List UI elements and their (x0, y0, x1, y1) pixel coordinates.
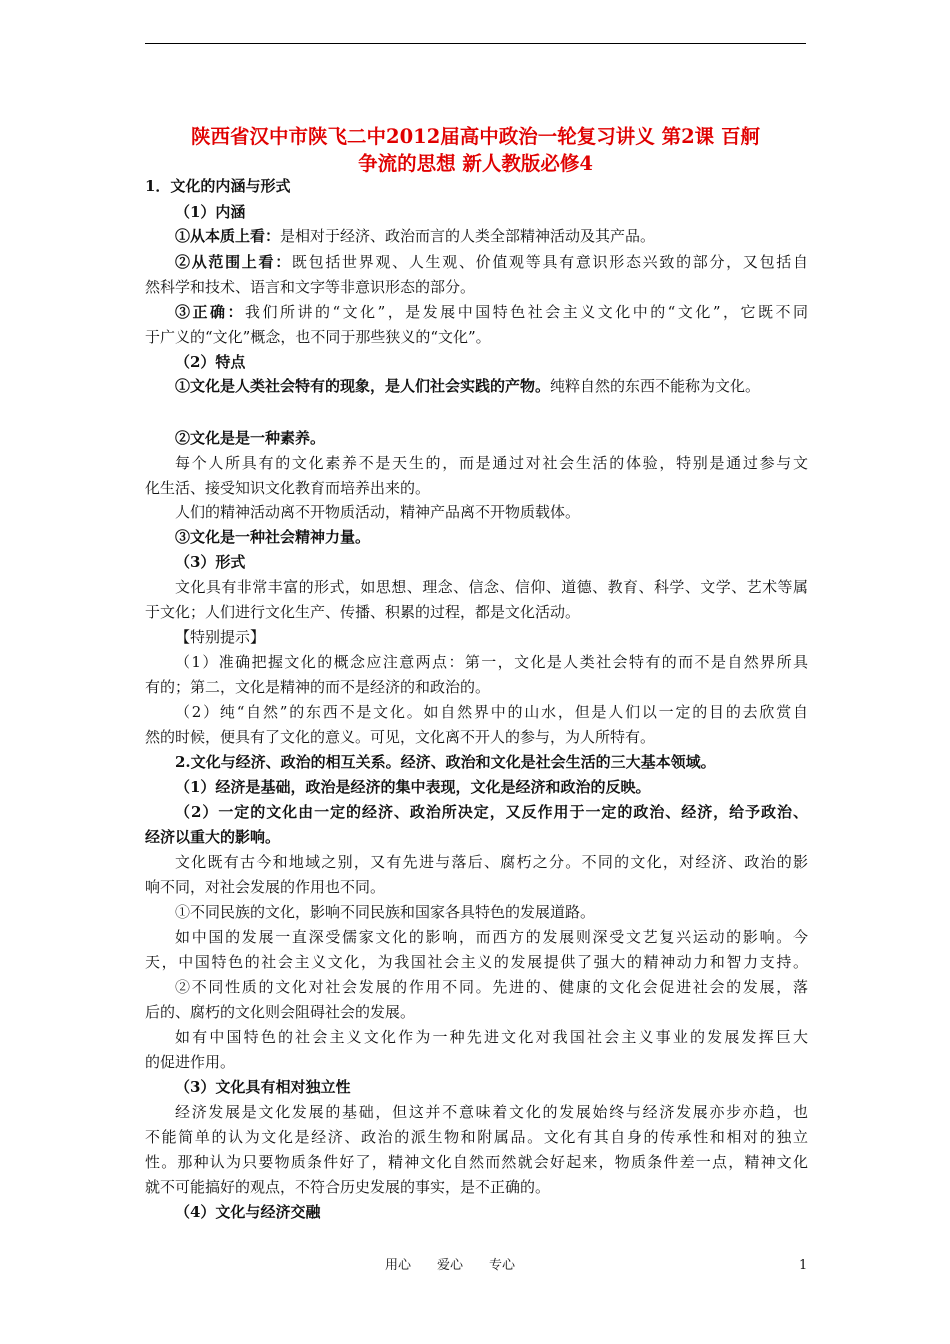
text-line: （1）经济是基础，政治是经济的集中表现，文化是经济和政治的反映。 (175, 778, 651, 796)
text-line: 性。那种认为只要物质条件好了，精神文化自然而然就会好起来，物质条件差一点，精神文化 (145, 1153, 808, 1171)
text-line: （2）一定的文化由一定的经济、政治所决定，又反作用于一定的政治、经济，给予政治、 (175, 803, 808, 821)
lead-phrase: ③正确： (175, 303, 245, 321)
text-line: 然的时候，便具有了文化的意义。可见，文化离不开人的参与，为人所特有。 (145, 728, 656, 746)
lead-phrase: ②从范围上看： (175, 253, 292, 271)
text-line (145, 302, 808, 322)
page-number: 1 (799, 1258, 808, 1273)
footer-motto-word: 专心 (489, 1258, 516, 1273)
text-line: 后的、腐朽的文化则会阻碍社会的发展。 (145, 1003, 416, 1021)
footer-motto-word: 爱心 (437, 1258, 464, 1273)
text-line: 经济以重大的影响。 (145, 828, 281, 846)
text-line: （4）文化与经济交融 (175, 1203, 321, 1221)
text-line: （2）纯“自然”的东西不是文化。如自然界中的山水，但是人们以一定的目的去欣赏自 (175, 703, 808, 721)
text-line: 的促进作用。 (145, 1053, 236, 1071)
text-line: 人们的精神活动离不开物质活动，精神产品离不开物质载体。 (175, 503, 581, 521)
text-line: 天，中国特色的社会主义文化，为我国社会主义的发展提供了强大的精神动力和智力支持。 (145, 953, 808, 971)
header-rule (145, 43, 806, 44)
text-line: （3）文化具有相对独立性 (175, 1078, 351, 1096)
title-line-1: 陕西省汉中市陕飞二中2012届高中政治一轮复习讲义 第2课 百舸 (191, 125, 760, 148)
text-line (145, 376, 808, 396)
text-line: ②文化是是一种素养。 (175, 429, 326, 447)
text-line (145, 226, 808, 246)
text-line (145, 252, 808, 272)
line-text: 我们所讲的“文化”，是发展中国特色社会主义文化中的“文化”，它既不同 (244, 303, 808, 321)
line-text: 纯粹自然的东西不能称为文化。 (550, 377, 761, 395)
text-line: ③文化是一种社会精神力量。 (175, 528, 371, 546)
document-title (145, 123, 806, 177)
line-text: 既包括世界观、人生观、价值观等具有意识形态兴致的部分，又包括自 (291, 253, 808, 271)
text-line: 响不同，对社会发展的作用也不同。 (145, 878, 386, 896)
text-line: 然科学和技术、语言和文字等非意识形态的部分。 (145, 278, 476, 296)
text-line: 如中国的发展一直深受儒家文化的影响，而西方的发展则深受文艺复兴运动的影响。今 (175, 928, 808, 946)
text-line: （1）内涵 (175, 203, 246, 221)
text-line: 文化既有古今和地域之别，又有先进与落后、腐朽之分。不同的文化，对经济、政治的影 (175, 853, 808, 871)
text-line: 经济发展是文化发展的基础，但这并不意味着文化的发展始终与经济发展亦步亦趋，也 (175, 1103, 808, 1121)
title-line-2: 争流的思想 新人教版必修4 (358, 152, 593, 175)
text-line: 每个人所具有的文化素养不是天生的，而是通过对社会生活的体验，特别是通过参与文 (175, 454, 808, 472)
text-line: 化生活、接受知识文化教育而培养出来的。 (145, 479, 431, 497)
lead-phrase: ①文化是人类社会特有的现象，是人们社会实践的产物。 (175, 377, 551, 395)
text-line: 于文化；人们进行文化生产、传播、积累的过程，都是文化活动。 (145, 603, 581, 621)
text-line: 【特别提示】 (175, 628, 266, 646)
text-line: 就不可能搞好的观点，不符合历史发展的事实，是不正确的。 (145, 1178, 551, 1196)
footer-motto-word: 用心 (385, 1258, 412, 1273)
text-line: 文化具有非常丰富的形式，如思想、理念、信念、信仰、道德、教育、科学、文学、艺术等属 (175, 578, 808, 596)
footer-motto (385, 1257, 541, 1275)
text-line: （1）准确把握文化的概念应注意两点：第一，文化是人类社会特有的而不是自然界所具 (175, 653, 808, 671)
text-line: （2）特点 (175, 353, 246, 371)
text-line: （3）形式 (175, 553, 246, 571)
text-line: 如有中国特色的社会主义文化作为一种先进文化对我国社会主义事业的发展发挥巨大 (175, 1028, 808, 1046)
text-line: 不能简单的认为文化是经济、政治的派生物和附属品。文化有其自身的传承性和相对的独立 (145, 1128, 808, 1146)
line-text: 是相对于经济、政治而言的人类全部精神活动及其产品。 (280, 227, 656, 245)
text-line: 有的；第二，文化是精神的而不是经济的和政治的。 (145, 678, 491, 696)
text-line: ②不同性质的文化对社会发展的作用不同。先进的、健康的文化会促进社会的发展，落 (175, 978, 808, 996)
text-line: 于广义的“文化”概念，也不同于那些狭义的“文化”。 (145, 328, 491, 346)
lead-phrase: ①从本质上看： (175, 227, 281, 245)
text-line: 2.文化与经济、政治的相互关系。经济、政治和文化是社会生活的三大基本领域。 (175, 753, 716, 771)
text-line: ①不同民族的文化，影响不同民族和国家各具特色的发展道路。 (175, 903, 596, 921)
text-line: 1．文化的内涵与形式 (145, 177, 291, 195)
